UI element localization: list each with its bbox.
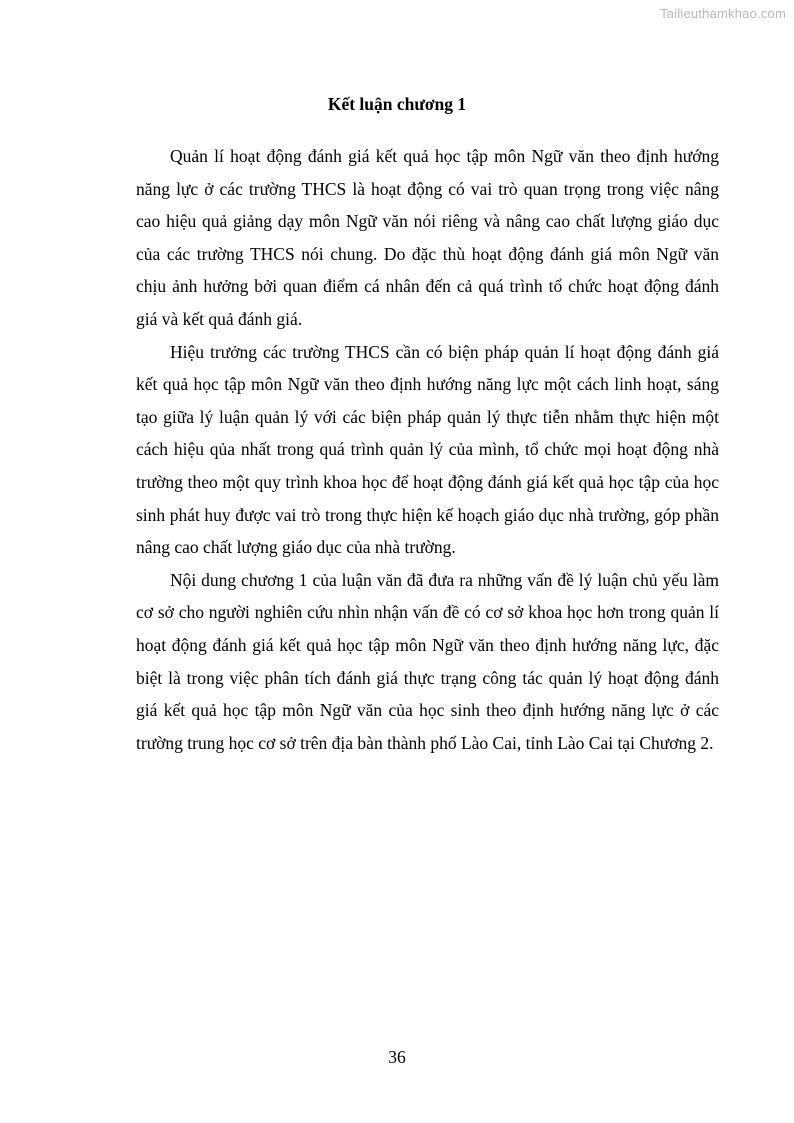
- watermark-text: Tailieuthamkhao.com: [660, 6, 786, 21]
- paragraph-2: Hiệu trưởng các trường THCS cần có biện pháp quản lí hoạt động đánh giá kết quả học tập môn Ngữ văn theo định hướng năng lực một cách linh hoạt, sáng tạo giữa lý luận quản lý với các biện pháp quản lý thực tiễn nhằm thực hiện một cách hiệu qủa nhất trong quá trình quản lý của mình, tổ chức mọi hoạt động nhà trường theo một quy trình khoa học để hoạt động đánh giá kết quả học tập của học sinh phát huy được vai trò trong thực hiện kế hoạch giáo dục nhà trường, góp phần nâng cao chất lượng giáo dục của nhà trường.: [136, 341, 719, 558]
- page-title: Kết luận chương 1: [327, 94, 467, 114]
- page-number: 36: [388, 1047, 406, 1067]
- paragraph-3: Nội dung chương 1 của luận văn đã đưa ra những vấn đề lý luận chủ yếu làm cơ sở cho người nghiên cứu nhìn nhận vấn đề có cơ sở khoa học hơn trong quản lí hoạt động đánh giá kết quả học tập môn Ngữ văn theo định hướng năng lực, đặc biệt là trong việc phân tích đánh giá thực trạng công tác quản lý hoạt động đánh giá kết quả học tập môn Ngữ văn của học sinh theo định hướng năng lực ở các trường trung học cơ sở trên địa bàn thành phố Lào Cai, tỉnh Lào Cai tại Chương 2.: [136, 569, 719, 753]
- body-text: [136, 140, 719, 759]
- paragraph-1: Quản lí hoạt động đánh giá kết quả học tập môn Ngữ văn theo định hướng năng lực ở các trường THCS là hoạt động có vai trò quan trọng trong việc nâng cao hiệu quả giảng dạy môn Ngữ văn nói riêng và nâng cao chất lượng giáo dục của các trường THCS nói chung. Do đặc thù hoạt động đánh giá môn Ngữ văn chịu ảnh hưởng bởi quan điểm cá nhân đến cả quá trình tổ chức hoạt động đánh giá và kết quả đánh giá.: [136, 146, 719, 329]
